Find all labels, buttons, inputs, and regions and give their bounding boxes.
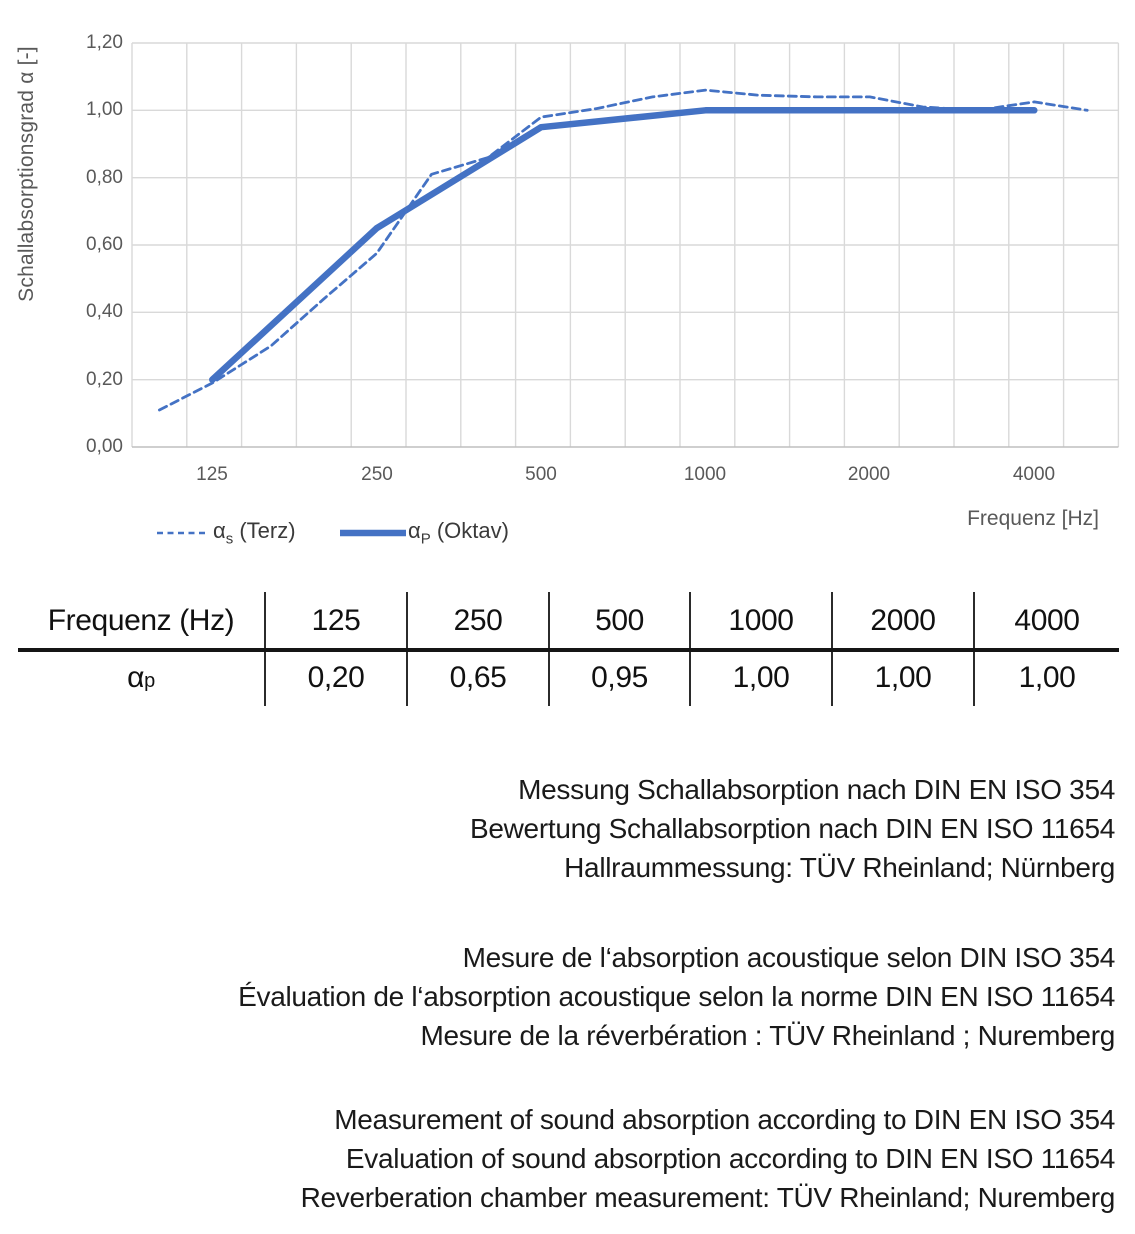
legend-label-terz: $\alpha_s$ (Terz) bbox=[213, 518, 296, 548]
table-header-125: 125 bbox=[266, 592, 408, 650]
table-value-250: 0,65 bbox=[408, 650, 550, 706]
x-tick-label: 250 bbox=[361, 464, 393, 485]
table-value-500: 0,95 bbox=[550, 650, 691, 706]
note-line: Reverberation chamber measurement: TÜV Rheinland; Nuremberg bbox=[300, 1182, 1115, 1213]
y-tick-label: 0,80 bbox=[86, 167, 123, 188]
note-line: Mesure de la réverbération : TÜV Rheinland ; Nuremberg bbox=[420, 1020, 1115, 1051]
table-value-125: 0,20 bbox=[266, 650, 408, 706]
x-tick-label: 125 bbox=[196, 464, 228, 485]
note-line: Évaluation de l‘absorption acoustique selon la norme DIN EN ISO 11654 bbox=[238, 981, 1115, 1012]
y-axis-title: Schallabsorptionsgrad α [-] bbox=[15, 46, 38, 302]
y-tick-label: 0,40 bbox=[86, 301, 123, 322]
x-axis-title: Frequenz [Hz] bbox=[967, 507, 1099, 530]
chart-plot-svg bbox=[0, 0, 1135, 470]
legend-dashed-line-sample bbox=[155, 516, 209, 550]
note-line: Mesure de l‘absorption acoustique selon DIN ISO 354 bbox=[462, 942, 1115, 973]
y-tick-label: 1,20 bbox=[86, 32, 123, 53]
note-line: Bewertung Schallabsorption nach DIN EN ISO 11654 bbox=[469, 813, 1115, 844]
table-header-1000: 1000 bbox=[691, 592, 833, 650]
x-tick-label: 500 bbox=[525, 464, 557, 485]
note-line: Evaluation of sound absorption according to DIN EN ISO 11654 bbox=[345, 1143, 1115, 1174]
note-line: Measurement of sound absorption according to DIN EN ISO 354 bbox=[334, 1104, 1115, 1135]
note-line: Hallraummessung: TÜV Rheinland; Nürnberg bbox=[564, 852, 1115, 883]
table-header-2000: 2000 bbox=[833, 592, 975, 650]
x-tick-label: 1000 bbox=[683, 464, 727, 485]
legend-label-oktav: $\alpha_P$ (Oktav) bbox=[408, 518, 509, 548]
y-tick-label: 1,00 bbox=[86, 99, 123, 120]
table-header-250: 250 bbox=[408, 592, 550, 650]
table-row-label-alpha-p: α p bbox=[18, 650, 266, 706]
note-english bbox=[0, 1100, 1115, 1217]
x-tick-label: 2000 bbox=[847, 464, 891, 485]
note-line: Messung Schallabsorption nach DIN EN ISO 354 bbox=[518, 774, 1115, 805]
legend-solid-line-sample bbox=[338, 516, 408, 550]
note-french bbox=[0, 938, 1115, 1055]
table-header-frequency: Frequenz (Hz) bbox=[18, 592, 266, 650]
absorption-chart bbox=[0, 0, 1135, 565]
table-header-divider bbox=[18, 648, 1119, 652]
x-tick-label: 4000 bbox=[1012, 464, 1056, 485]
y-tick-label: 0,60 bbox=[86, 234, 123, 255]
table-header-4000: 4000 bbox=[1014, 604, 1080, 637]
chart-legend bbox=[0, 516, 700, 550]
note-german bbox=[0, 770, 1115, 887]
y-tick-label: 0,20 bbox=[86, 369, 123, 390]
y-tick-label: 0,00 bbox=[86, 436, 123, 457]
table-header-500: 500 bbox=[550, 592, 691, 650]
table-value-2000: 1,00 bbox=[833, 650, 975, 706]
table-value-1000: 1,00 bbox=[691, 650, 833, 706]
table-value-4000: 1,00 bbox=[1018, 661, 1076, 694]
